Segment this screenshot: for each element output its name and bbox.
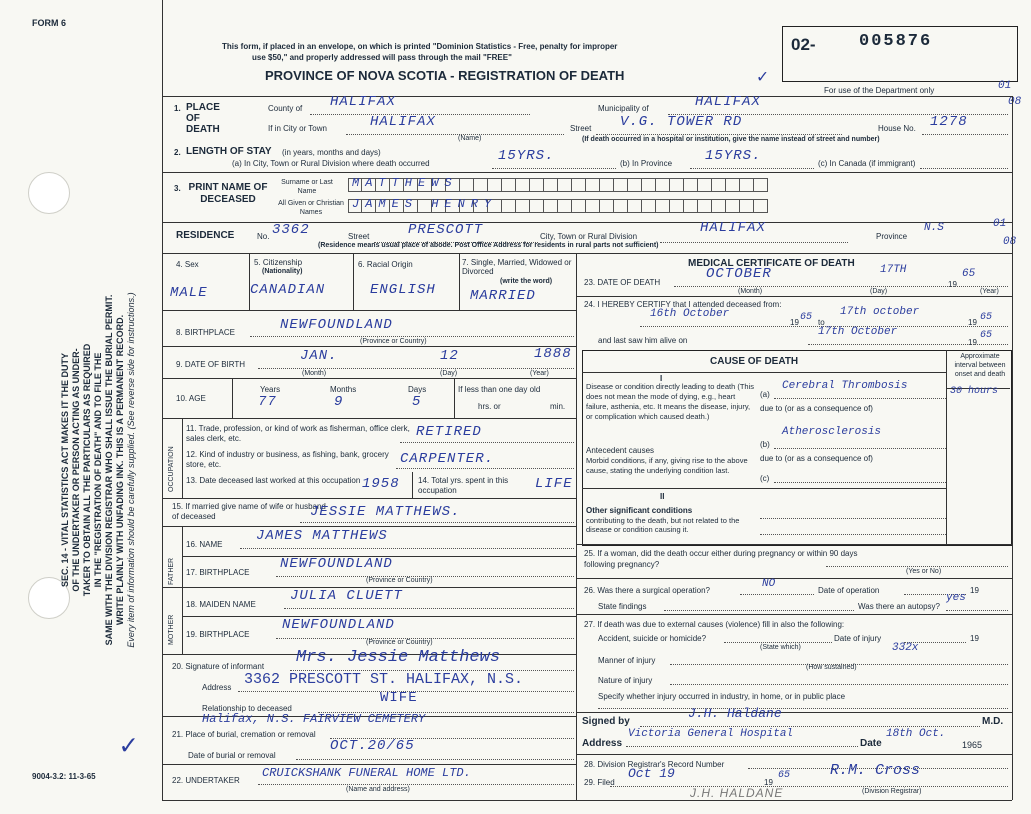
letter-cell <box>656 178 670 192</box>
physician-print-name: J.H. HALDANE <box>690 786 784 800</box>
stay-province-value: 15YRS. <box>705 148 762 164</box>
letter-cell <box>642 199 656 213</box>
last-worked-value: 1958 <box>362 476 400 492</box>
interval-a-value: 30 hours <box>950 386 999 397</box>
reg-prefix: 02- <box>791 35 816 54</box>
check-mark: ✓ <box>120 732 138 763</box>
letter-cell <box>586 199 600 213</box>
form-left-border <box>162 0 163 800</box>
undertaker-value: CRUICKSHANK FUNERAL HOME LTD. <box>262 766 471 780</box>
letter-cell <box>544 199 558 213</box>
autopsy-value: yes <box>946 592 966 604</box>
dob-year-value: 1888 <box>534 346 572 362</box>
informant-signature: Mrs. Jessie Matthews <box>296 648 501 667</box>
residence-street-value: PRESCOTT <box>408 222 484 238</box>
letter-cell <box>754 178 768 192</box>
death-registration-form: FORM 6 SEC. 14 - VITAL STATISTICS ACT MAKES IT THE DUTY OF THE UNDERTAKER OR PERSON ACTING AS UNDER- TAKER TO OBTAIN ALL THE PARTICULARS AS REQUIRED IN THE "REGISTRATION OF DEATH" AND TO FILE THE SAME WITH THE DIVISION REGISTRAR WHO SHALL ISSUE THE BURIAL PERMIT. WRITE PLAINLY WITH UNFADING INK. THIS IS A PERMANENT RECORD. Every item of information should be carefully supplied. (See reverse side for instructions.) This form, if placed in an envelope, on which is printed "Dominion Statistics - Free, penalty for improper use $50," and properly addressed will pass through the mail "FREE" PROVINCE OF NOVA SCOTIA - REGISTRATION OF DEATH 02- 005876 For use of the Department only 01 08 ✓ 1. PLACE OF DEATH County of HALIFAX Municipality of HALIFAX If in City or Town HALIFAX (Name) Street V.G. TOWER RD House No. 1278 (If death occurred in a hospital or institution, give the name instead of street and number) 2. LENGTH OF STAY (in years, months and days) (a) In City, Town or Rural Division where death occurred 15YRS. (b) In Province 15YRS. (c) In Canada (if immigrant) 3. PRINT NAME OF DECEASED Surname or Last Name All Given or Christian Names MATTHEWS JAMES HENRY RESIDENCE No. 3362 Street PRESCOTT City, Town or Rural Division HALIFAX Province N.S 01 08 (Residence means usual place of abode. Post Office Address for residents in rural parts not sufficient) 4. Sex MALE 5. Citizenship (Nationality) CANADIAN 6. Racial Origin ENGLISH 7. Single, Married, Widowed or Divorced (write the word) MARRIED 8. BIRTHPLACE NEWFOUNDLAND (Province or Country) 9. DATE OF BIRTH JAN. 12 1888 (Month) (Day) (Year) 10. AGE Years Months Days 77 9 5 If less than one day old hrs. or min. OCCUPATION 11. Trade, profession, or kind of work as fisherman, office clerk, sales clerk, etc. RETIRED 12. Kind of industry or business, as fishing, bank, grocery store, etc. CARPENTER. 13. Date deceased last worked at this occupation 1958 14. Total yrs. spent in this occupation LIFE 15. If married give name of wife or husband of deceased JESSIE MATTHEWS. FATHER MOTHER 16. NAME JAMES MATTHEWS 17. BIRTHPLACE NEWFOUNDLAND (Province or Country) 18. MAIDEN NAME JULIA CLUETT 19. BIRTHPLACE NEWFOUNDLAND (Province or Country) 20. Signature of informant Mrs. Jessie Matthews Address 3362 PRESCOTT ST. HALIFAX, N.S. WIFE Relationship to deceased 21. Place of burial, cremation or removal Halifax, N.S. FAIRVIEW CEMETERY Date of burial or removal OCT.20/65 22. UNDERTAKER CRUICKSHANK FUNERAL HOME LTD. (Name and address) 9004-3.2: 11-3-65 ✓ MEDICAL CERTIFICATE OF DEATH 23. DATE OF DEATH OCTOBER 17TH 19 65 (Month) (Day) (Year) 24. I HEREBY CERTIFY that I attended deceased from: 16th October 19 65 to 17th october 19 65 and last saw him alive on 17th October 19 65 CAUSE OF DEATH Approximate interval between onset and death I Disease or condition directly leading to death (This does not mean the mode of dying, e.g., heart failure, asthenia, etc. It means the disease, injury, or complication which caused death.) (a) Cerebral Thrombosis 30 hours due to (or as a consequence of) Atherosclerosis Antecedent causes Morbid conditions, if any, giving rise to the above cause, stating the underlying condition last. (b) due to (or as a consequence of) (c) II Other significant conditions contributing to the death, but not related to the disease or condition causing it. 25. If a woman, did the death occur either during pregnancy or within 90 days following pregnancy? (Yes or No) 26. Was there a surgical operation? NO Date of operation 19 State findings Was there an autopsy? yes 27. If death was due to external causes (violence) fill in also the following: Accident, suicide or homicide? (State which) Date of injury 19 Manner of injury 332x (How sustained) Nature of injury Specify whether injury occurred in industry, in home, or in public place Signed by J.H. Haldane M.D. Address Victoria General Hospital Date 18th Oct. 1965 28. Division Registrar's Record Number 29. Filed Oct 19 19 65 R.M. Cross (Division Registrar) J.H. HALDANE <box>0 0 1031 814</box>
letter-cell <box>698 178 712 192</box>
municipality-value: HALIFAX <box>695 94 761 110</box>
death-year-value: 65 <box>962 268 976 280</box>
mother-birthplace-value: NEWFOUNDLAND <box>282 617 395 633</box>
street-value: V.G. TOWER RD <box>620 114 743 130</box>
father-birthplace-value: NEWFOUNDLAND <box>280 556 393 572</box>
surgery-value: NO <box>762 578 776 590</box>
center-divider <box>576 253 577 800</box>
county-value: HALIFAX <box>330 94 396 110</box>
letter-cell <box>516 199 530 213</box>
letter-cell <box>712 199 726 213</box>
certificate-date-value: 18th Oct. <box>886 728 946 740</box>
dob-day-value: 12 <box>440 348 459 364</box>
check-mark: ✓ <box>757 68 769 88</box>
header-notice-2: use $50," and properly addressed will pass through the mail "FREE" <box>252 53 512 62</box>
letter-cell <box>712 178 726 192</box>
physician-address-value: Victoria General Hospital <box>628 728 794 740</box>
relationship-value: WIFE <box>380 690 418 706</box>
letter-cell <box>614 199 628 213</box>
city-value: HALIFAX <box>370 114 436 130</box>
residence-city-value: HALIFAX <box>700 220 766 236</box>
side-notice: SEC. 14 - VITAL STATISTICS ACT MAKES IT THE DUTY OF THE UNDERTAKER OR PERSON ACTING AS UNDER- TAKER TO OBTAIN ALL THE PARTICULARS AS REQUIRED IN THE "REGISTRATION OF DEATH" AND TO FILE THE SAME WITH THE DIVISION REGISTRAR WHO SHALL ISSUE THE BURIAL PERMIT. WRITE PLAINLY WITH UNFADING INK. THIS IS A PERMANENT RECORD. Every item of information should be carefully supplied. (See reverse side for instructions.) <box>60 292 136 648</box>
letter-cell <box>628 178 642 192</box>
industry-value: CARPENTER. <box>400 451 495 467</box>
attended-from-value: 16th October <box>650 308 730 320</box>
letter-cell <box>670 199 684 213</box>
divider <box>162 96 1012 97</box>
father-name-value: JAMES MATTHEWS <box>256 528 388 544</box>
letter-cell <box>698 199 712 213</box>
letter-cell <box>628 199 642 213</box>
letter-cell <box>502 199 516 213</box>
letter-cell <box>754 199 768 213</box>
residence-number-value: 3362 <box>272 222 310 238</box>
dob-month-value: JAN. <box>300 348 338 364</box>
letter-cell <box>516 178 530 192</box>
residence-province-value: N.S <box>924 222 944 234</box>
form-title: PROVINCE OF NOVA SCOTIA - REGISTRATION OF DEATH <box>265 68 625 83</box>
burial-place-value: Halifax, N.S. FAIRVIEW CEMETERY <box>202 712 426 726</box>
letter-cell <box>460 178 474 192</box>
letter-cell <box>684 178 698 192</box>
sex-value: MALE <box>170 285 208 301</box>
given-name-value: JAMES HENRY <box>352 197 498 211</box>
letter-cell <box>530 199 544 213</box>
letter-cell <box>726 178 740 192</box>
divider <box>162 253 1012 254</box>
letter-cell <box>670 178 684 192</box>
manner-code: 332x <box>892 642 919 654</box>
form-id: FORM 6 <box>32 18 67 28</box>
physician-signature: J.H. Haldane <box>688 706 782 721</box>
letter-cell <box>558 178 572 192</box>
death-day-value: 17TH <box>880 264 907 276</box>
age-months-value: 9 <box>334 394 344 410</box>
letter-cell <box>544 178 558 192</box>
spouse-value: JESSIE MATTHEWS. <box>310 504 461 520</box>
letter-cell <box>488 178 502 192</box>
registration-number-box <box>782 26 1018 82</box>
letter-cell <box>684 199 698 213</box>
age-days-value: 5 <box>412 394 422 410</box>
letter-cell <box>656 199 670 213</box>
birthplace-value: NEWFOUNDLAND <box>280 317 393 333</box>
dept-code-2: 08 <box>1008 96 1022 108</box>
racial-origin-value: ENGLISH <box>370 282 436 298</box>
place-of-death-label: PLACE OF DEATH <box>186 102 220 135</box>
dept-code-1: 01 <box>998 80 1012 92</box>
letter-cell <box>600 178 614 192</box>
burial-date-value: OCT.20/65 <box>330 738 415 754</box>
letter-cell <box>530 178 544 192</box>
house-value: 1278 <box>930 114 968 130</box>
letter-cell <box>502 178 516 192</box>
attended-to-value: 17th october <box>840 306 920 318</box>
letter-cell <box>740 178 754 192</box>
dept-use-label: For use of the Department only <box>824 86 935 95</box>
mother-maiden-name-value: JULIA CLUETT <box>290 588 403 604</box>
letter-cell <box>600 199 614 213</box>
letter-cell <box>614 178 628 192</box>
letter-cell <box>740 199 754 213</box>
divider <box>162 172 1012 173</box>
letter-cell <box>586 178 600 192</box>
age-years-value: 77 <box>258 394 277 410</box>
cause-a-value: Cerebral Thrombosis <box>782 380 908 392</box>
print-code: 9004-3.2: 11-3-65 <box>32 772 96 781</box>
death-month-value: OCTOBER <box>706 266 772 282</box>
surname-value: MATTHEWS <box>352 176 458 190</box>
letter-cell <box>474 178 488 192</box>
letter-cell <box>726 199 740 213</box>
citizenship-value: CANADIAN <box>250 282 326 298</box>
total-years-value: LIFE <box>535 476 573 492</box>
reg-number: 005876 <box>859 32 933 51</box>
filed-date-value: Oct 19 <box>628 766 675 781</box>
stay-city-value: 15YRS. <box>498 148 555 164</box>
cause-b-value: Atherosclerosis <box>782 426 882 438</box>
letter-cell <box>572 199 586 213</box>
header-notice-1: This form, if placed in an envelope, on which is printed "Dominion Statistics - Free, penalty for improper <box>222 42 618 51</box>
last-saw-value: 17th October <box>818 326 898 338</box>
medical-certificate-title: MEDICAL CERTIFICATE OF DEATH <box>688 258 855 269</box>
registrar-signature: R.M. Cross <box>830 762 921 779</box>
marital-status-value: MARRIED <box>470 288 536 304</box>
trade-value: RETIRED <box>416 424 482 440</box>
letter-cell <box>642 178 656 192</box>
letter-cell <box>558 199 572 213</box>
letter-cell <box>572 178 586 192</box>
informant-address-value: 3362 PRESCOTT ST. HALIFAX, N.S. <box>244 671 524 688</box>
